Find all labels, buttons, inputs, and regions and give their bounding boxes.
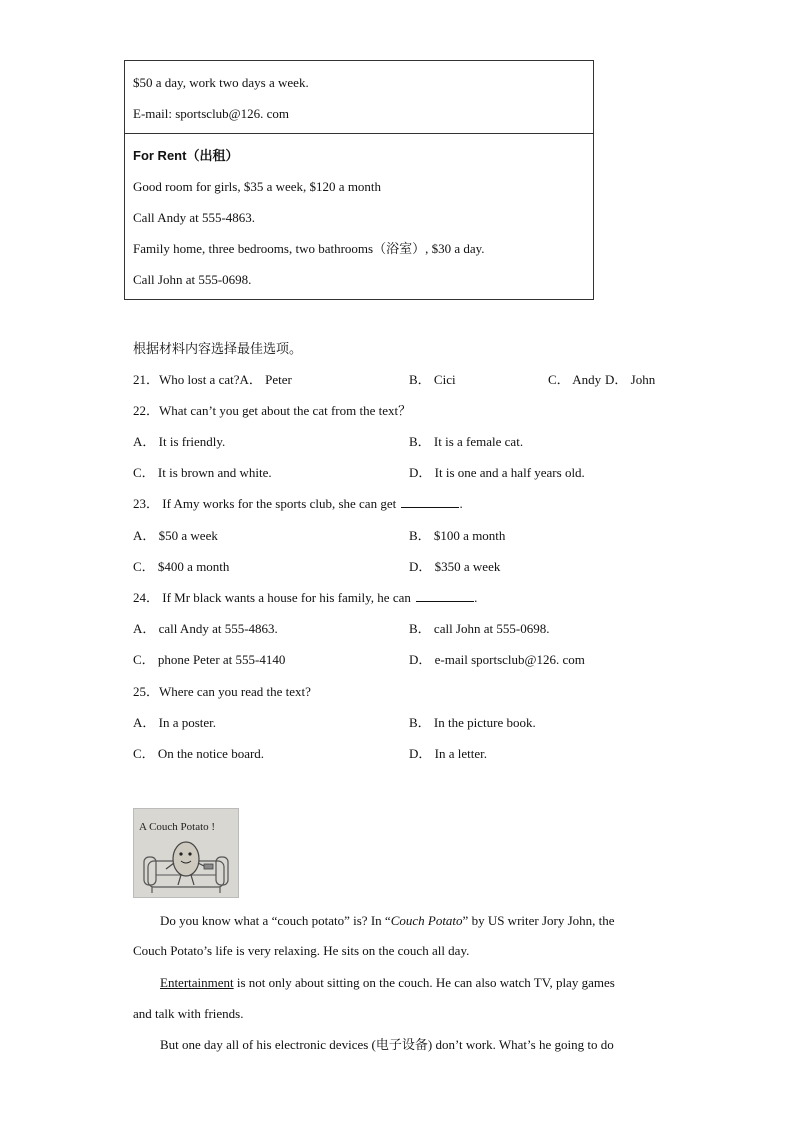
option-c[interactable]: C． Andy	[548, 372, 602, 387]
option-b[interactable]: B． call John at 555-0698.	[409, 621, 550, 636]
rent-family-line: Family home, three bedrooms, two bathrooms（浴室）, $30 a day.	[133, 241, 485, 256]
couch-potato-picture	[133, 808, 239, 898]
option-c[interactable]: C． It is brown and white.	[133, 465, 272, 480]
option-d[interactable]: D． e-mail sportsclub@126. com	[409, 652, 585, 667]
option-c[interactable]: C． $400 a month	[133, 559, 230, 574]
question-stem: 21．Who lost a cat?	[133, 372, 240, 387]
passage-paragraph-2-line-1	[160, 974, 690, 992]
rent-ad-section	[125, 133, 593, 299]
question-23: 23． If Amy works for the sports club, she can get .	[133, 496, 463, 511]
couch-potato-illustration	[134, 809, 239, 898]
job-email-line: E-mail: sportsclub@126. com	[133, 106, 290, 121]
option-d[interactable]: D． It is one and a half years old.	[409, 465, 585, 480]
option-b[interactable]: B． It is a female cat.	[409, 434, 524, 449]
passage-text: is not only about sitting on the couch. He can also watch TV, play games	[233, 975, 615, 990]
option-b[interactable]: B． In the picture book.	[409, 715, 536, 730]
question-24: 24． If Mr black wants a house for his family, he can .	[133, 590, 478, 605]
option-a[interactable]: A． $50 a week	[133, 528, 218, 543]
answer-blank	[416, 589, 474, 602]
option-b[interactable]: B． Cici	[409, 372, 456, 387]
option-b[interactable]: B． $100 a month	[409, 528, 506, 543]
passage-text: Do you know what a “couch potato” is? In “	[160, 913, 391, 928]
option-d[interactable]: D． In a letter.	[409, 746, 487, 761]
option-c[interactable]: C． On the notice board.	[133, 746, 265, 761]
passage-text: ” by US writer Jory John, the	[462, 913, 615, 928]
question-stem: 24． If Mr black wants a house for his family, he can	[133, 590, 411, 605]
passage-paragraph-2-line-2: and talk with friends.	[133, 1006, 244, 1021]
answer-blank	[401, 495, 459, 508]
job-pay-line: $50 a day, work two days a week.	[133, 75, 309, 90]
option-d[interactable]: D． John	[605, 372, 656, 387]
option-a[interactable]: A． In a poster.	[133, 715, 217, 730]
book-title: Couch Potato	[390, 913, 463, 928]
rent-john-line: Call John at 555-0698.	[133, 272, 252, 287]
passage-paragraph-1-line-1	[160, 912, 690, 930]
job-ad-section	[125, 61, 593, 133]
option-a[interactable]: A． Peter	[239, 372, 292, 387]
passage-paragraph-3-line-1: But one day all of his electronic devices (电子设备) don’t work. What’s he going to do	[160, 1037, 614, 1052]
question-stem: 23． If Amy works for the sports club, she can get	[133, 496, 397, 511]
option-d[interactable]: D． $350 a week	[409, 559, 501, 574]
question-22: 22．What can’t you get about the cat from the text？	[133, 403, 412, 418]
option-a[interactable]: A． It is friendly.	[133, 434, 226, 449]
rent-title: For Rent（出租）	[133, 148, 239, 163]
option-a[interactable]: A． call Andy at 555-4863.	[133, 621, 278, 636]
instruction-text: 根据材料内容选择最佳选项。	[133, 341, 303, 356]
rent-andy-line: Call Andy at 555-4863.	[133, 210, 256, 225]
picture-caption: A Couch Potato !	[139, 821, 216, 833]
passage-paragraph-1-line-2: Couch Potato’s life is very relaxing. He sits on the couch all day.	[133, 943, 470, 958]
question-21	[133, 371, 292, 389]
rent-room-line: Good room for girls, $35 a week, $120 a month	[133, 179, 382, 194]
option-c[interactable]: C． phone Peter at 555-4140	[133, 652, 286, 667]
question-25: 25．Where can you read the text?	[133, 684, 311, 699]
advertisement-box	[124, 60, 594, 300]
underlined-word: Entertainment	[160, 975, 234, 990]
